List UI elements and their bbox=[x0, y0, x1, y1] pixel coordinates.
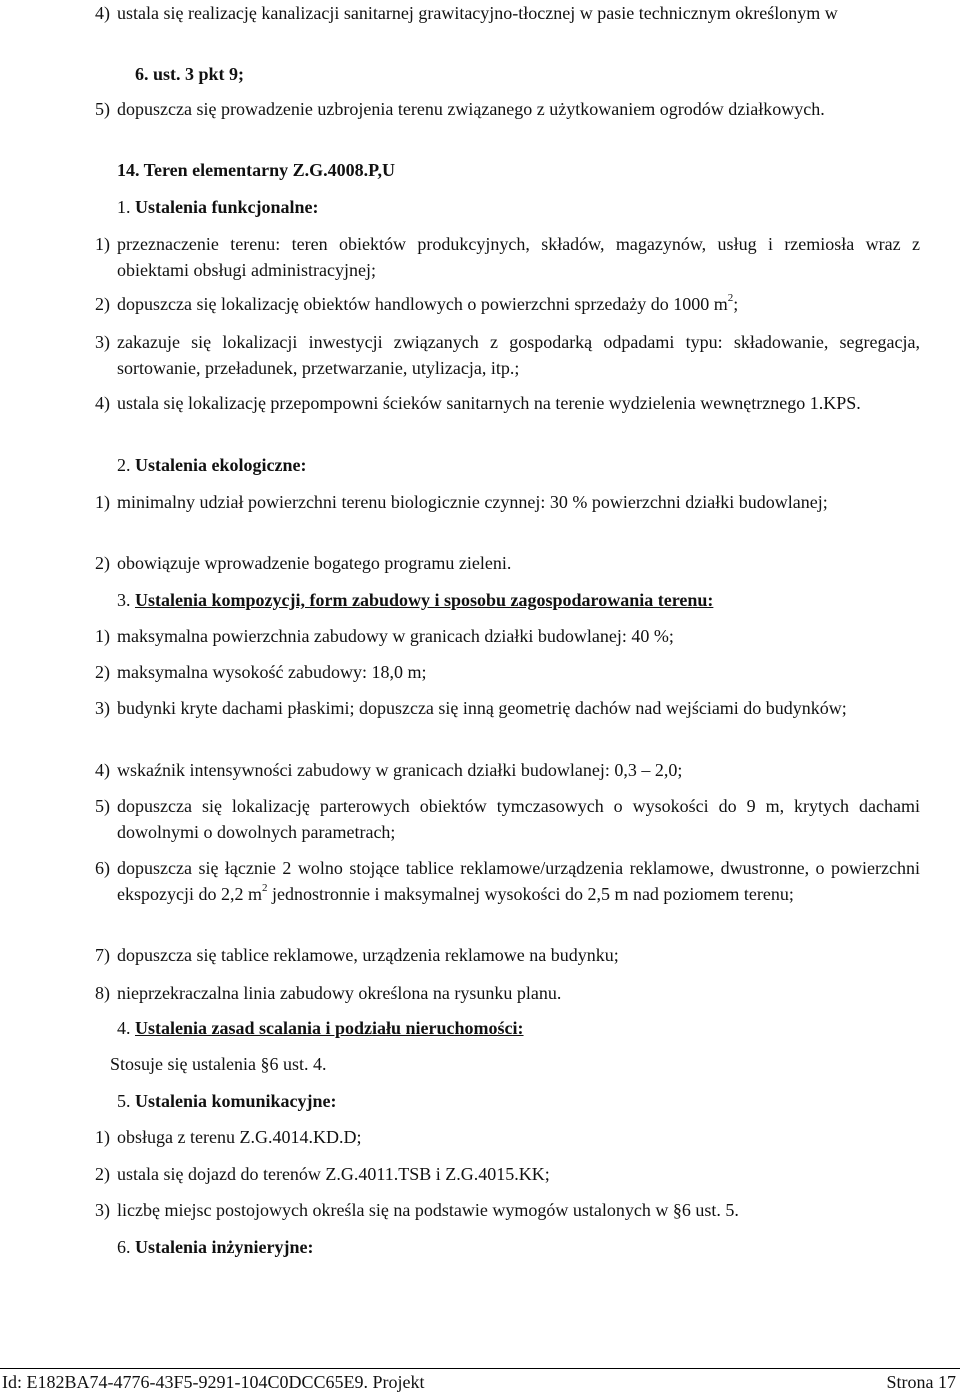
page-number: Strona 17 bbox=[886, 1372, 956, 1392]
list-item bbox=[95, 659, 920, 685]
item-text: zakazuje się lokalizacji inwestycji związanych z gospodarką odpadami typu: składowanie, segregacja, sortowanie, przeładunek, przetwarzanie, utylizacja, itp.; bbox=[117, 332, 920, 378]
item-text: liczbę miejsc postojowych określa się na podstawie wymogów ustalonych w §6 ust. 5. bbox=[117, 1200, 739, 1220]
list-item bbox=[95, 695, 920, 721]
item-text: obsługa z terenu Z.G.4014.KD.D; bbox=[117, 1127, 362, 1147]
item-number: 1) bbox=[95, 1127, 110, 1147]
page-footer bbox=[0, 1368, 960, 1395]
list-item bbox=[95, 855, 920, 907]
list-item bbox=[95, 1124, 920, 1150]
list-item bbox=[95, 329, 920, 381]
section-heading: 14. Teren elementarny Z.G.4008.P,U bbox=[117, 160, 395, 180]
item-number: 4) bbox=[95, 393, 110, 413]
item-text: minimalny udział powierzchni terenu biologicznie czynnej: 30 % powierzchni działki budowlanej; bbox=[117, 492, 828, 512]
list-item bbox=[95, 489, 920, 515]
item-number: 1) bbox=[95, 234, 110, 254]
item-number: 2) bbox=[95, 1164, 110, 1184]
item-text: nieprzekraczalna linia zabudowy określona na rysunku planu. bbox=[117, 983, 562, 1003]
paragraph: Stosuje się ustalenia §6 ust. 4. bbox=[110, 1054, 327, 1074]
heading-text: Ustalenia ekologiczne: bbox=[135, 455, 307, 475]
item-text: dopuszcza się łącznie 2 wolno stojące tablice reklamowe/urządzenia reklamowe, dwustronne, o powierzchni ekspozycji do 2,2 m bbox=[117, 858, 920, 904]
item-text: obowiązuje wprowadzenie bogatego programu zieleni. bbox=[117, 553, 512, 573]
item-number: 8) bbox=[95, 983, 110, 1003]
item-number: 5) bbox=[95, 796, 110, 816]
item-number: 5) bbox=[95, 99, 110, 119]
heading-text: Ustalenia komunikacyjne: bbox=[135, 1091, 337, 1111]
subsection-heading bbox=[117, 1234, 313, 1260]
item-number: 4) bbox=[95, 3, 110, 23]
item-text: dopuszcza się lokalizację obiektów handlowych o powierzchni sprzedaży do 1000 m bbox=[117, 294, 728, 314]
item-number: 4) bbox=[95, 760, 110, 780]
heading-number: 2. bbox=[117, 455, 131, 475]
list-item bbox=[95, 1161, 920, 1187]
item-text: przeznaczenie terenu: teren obiektów produkcyjnych, składów, magazynów, usług i rzemiosła wraz z obiektami obsługi administracyjnej; bbox=[117, 234, 920, 280]
item-text: dopuszcza się lokalizację parterowych obiektów tymczasowych o wysokości do 9 m, krytych dachami dowolnymi o dowolnych parametrach; bbox=[117, 796, 920, 842]
item-text: budynki kryte dachami płaskimi; dopuszcza się inną geometrię dachów nad wejściami do budynków; bbox=[117, 698, 847, 718]
subsection-heading bbox=[117, 1088, 337, 1114]
list-item bbox=[95, 96, 920, 122]
heading-text: Ustalenia zasad scalania i podziału nieruchomości: bbox=[135, 1018, 524, 1038]
item-number: 2) bbox=[95, 553, 110, 573]
heading-number: 3. bbox=[117, 590, 131, 610]
item-number: 1) bbox=[95, 626, 110, 646]
item-text: maksymalna powierzchnia zabudowy w granicach działki budowlanej: 40 %; bbox=[117, 626, 674, 646]
list-item bbox=[95, 550, 920, 576]
item-text-tail: ; bbox=[733, 294, 739, 314]
list-item bbox=[95, 757, 920, 783]
item-text: dopuszcza się prowadzenie uzbrojenia terenu związanego z użytkowaniem ogrodów działkowych. bbox=[117, 99, 825, 119]
heading-text: Ustalenia inżynieryjne: bbox=[135, 1237, 314, 1257]
item-text: dopuszcza się tablice reklamowe, urządzenia reklamowe na budynku; bbox=[117, 945, 619, 965]
item-number: 2) bbox=[95, 294, 110, 314]
item-number: 3) bbox=[95, 1200, 110, 1220]
item-text-tail: jednostronnie i maksymalnej wysokości do 2,5 m nad poziomem terenu; bbox=[267, 884, 794, 904]
superscript: 2 bbox=[261, 882, 268, 894]
item-text: ustala się lokalizację przepompowni ścieków sanitarnych na terenie wydzielenia wewnętrznego 1.KPS. bbox=[117, 393, 861, 413]
subsection-heading bbox=[117, 1015, 524, 1041]
heading-number: 1. bbox=[117, 197, 131, 217]
subsection-heading bbox=[117, 194, 319, 220]
item-text: ustala się realizację kanalizacji sanitarnej grawitacyjno-tłocznej w pasie technicznym określonym w bbox=[117, 3, 838, 23]
list-item bbox=[95, 231, 920, 283]
document-id: Id: E182BA74-4776-43F5-9291-104C0DCC65E9. Projekt bbox=[2, 1372, 425, 1392]
item-number: 2) bbox=[95, 662, 110, 682]
heading-text: Ustalenia funkcjonalne: bbox=[135, 197, 319, 217]
superscript: 2 bbox=[727, 292, 734, 304]
list-item bbox=[95, 1197, 920, 1223]
item-text: ustala się dojazd do terenów Z.G.4011.TSB i Z.G.4015.KK; bbox=[117, 1164, 550, 1184]
item-number: 3) bbox=[95, 698, 110, 718]
list-item bbox=[95, 623, 920, 649]
item-number: 7) bbox=[95, 945, 110, 965]
subsection-heading bbox=[117, 587, 713, 613]
heading-number: 4. bbox=[117, 1018, 131, 1038]
item-number: 3) bbox=[95, 332, 110, 352]
heading-number: 6. bbox=[117, 1237, 131, 1257]
list-item bbox=[95, 980, 920, 1006]
item-continuation: 6. ust. 3 pkt 9; bbox=[135, 64, 245, 84]
item-text: maksymalna wysokość zabudowy: 18,0 m; bbox=[117, 662, 427, 682]
subsection-heading bbox=[117, 452, 306, 478]
item-text: wskaźnik intensywności zabudowy w granicach działki budowlanej: 0,3 – 2,0; bbox=[117, 760, 683, 780]
item-number: 6) bbox=[95, 858, 110, 878]
heading-text: Ustalenia kompozycji, form zabudowy i sposobu zagospodarowania terenu: bbox=[135, 590, 714, 610]
list-item bbox=[95, 0, 920, 26]
list-item bbox=[95, 291, 920, 317]
list-item bbox=[95, 942, 920, 968]
item-number: 1) bbox=[95, 492, 110, 512]
list-item bbox=[95, 390, 920, 416]
list-item bbox=[95, 793, 920, 845]
heading-number: 5. bbox=[117, 1091, 131, 1111]
